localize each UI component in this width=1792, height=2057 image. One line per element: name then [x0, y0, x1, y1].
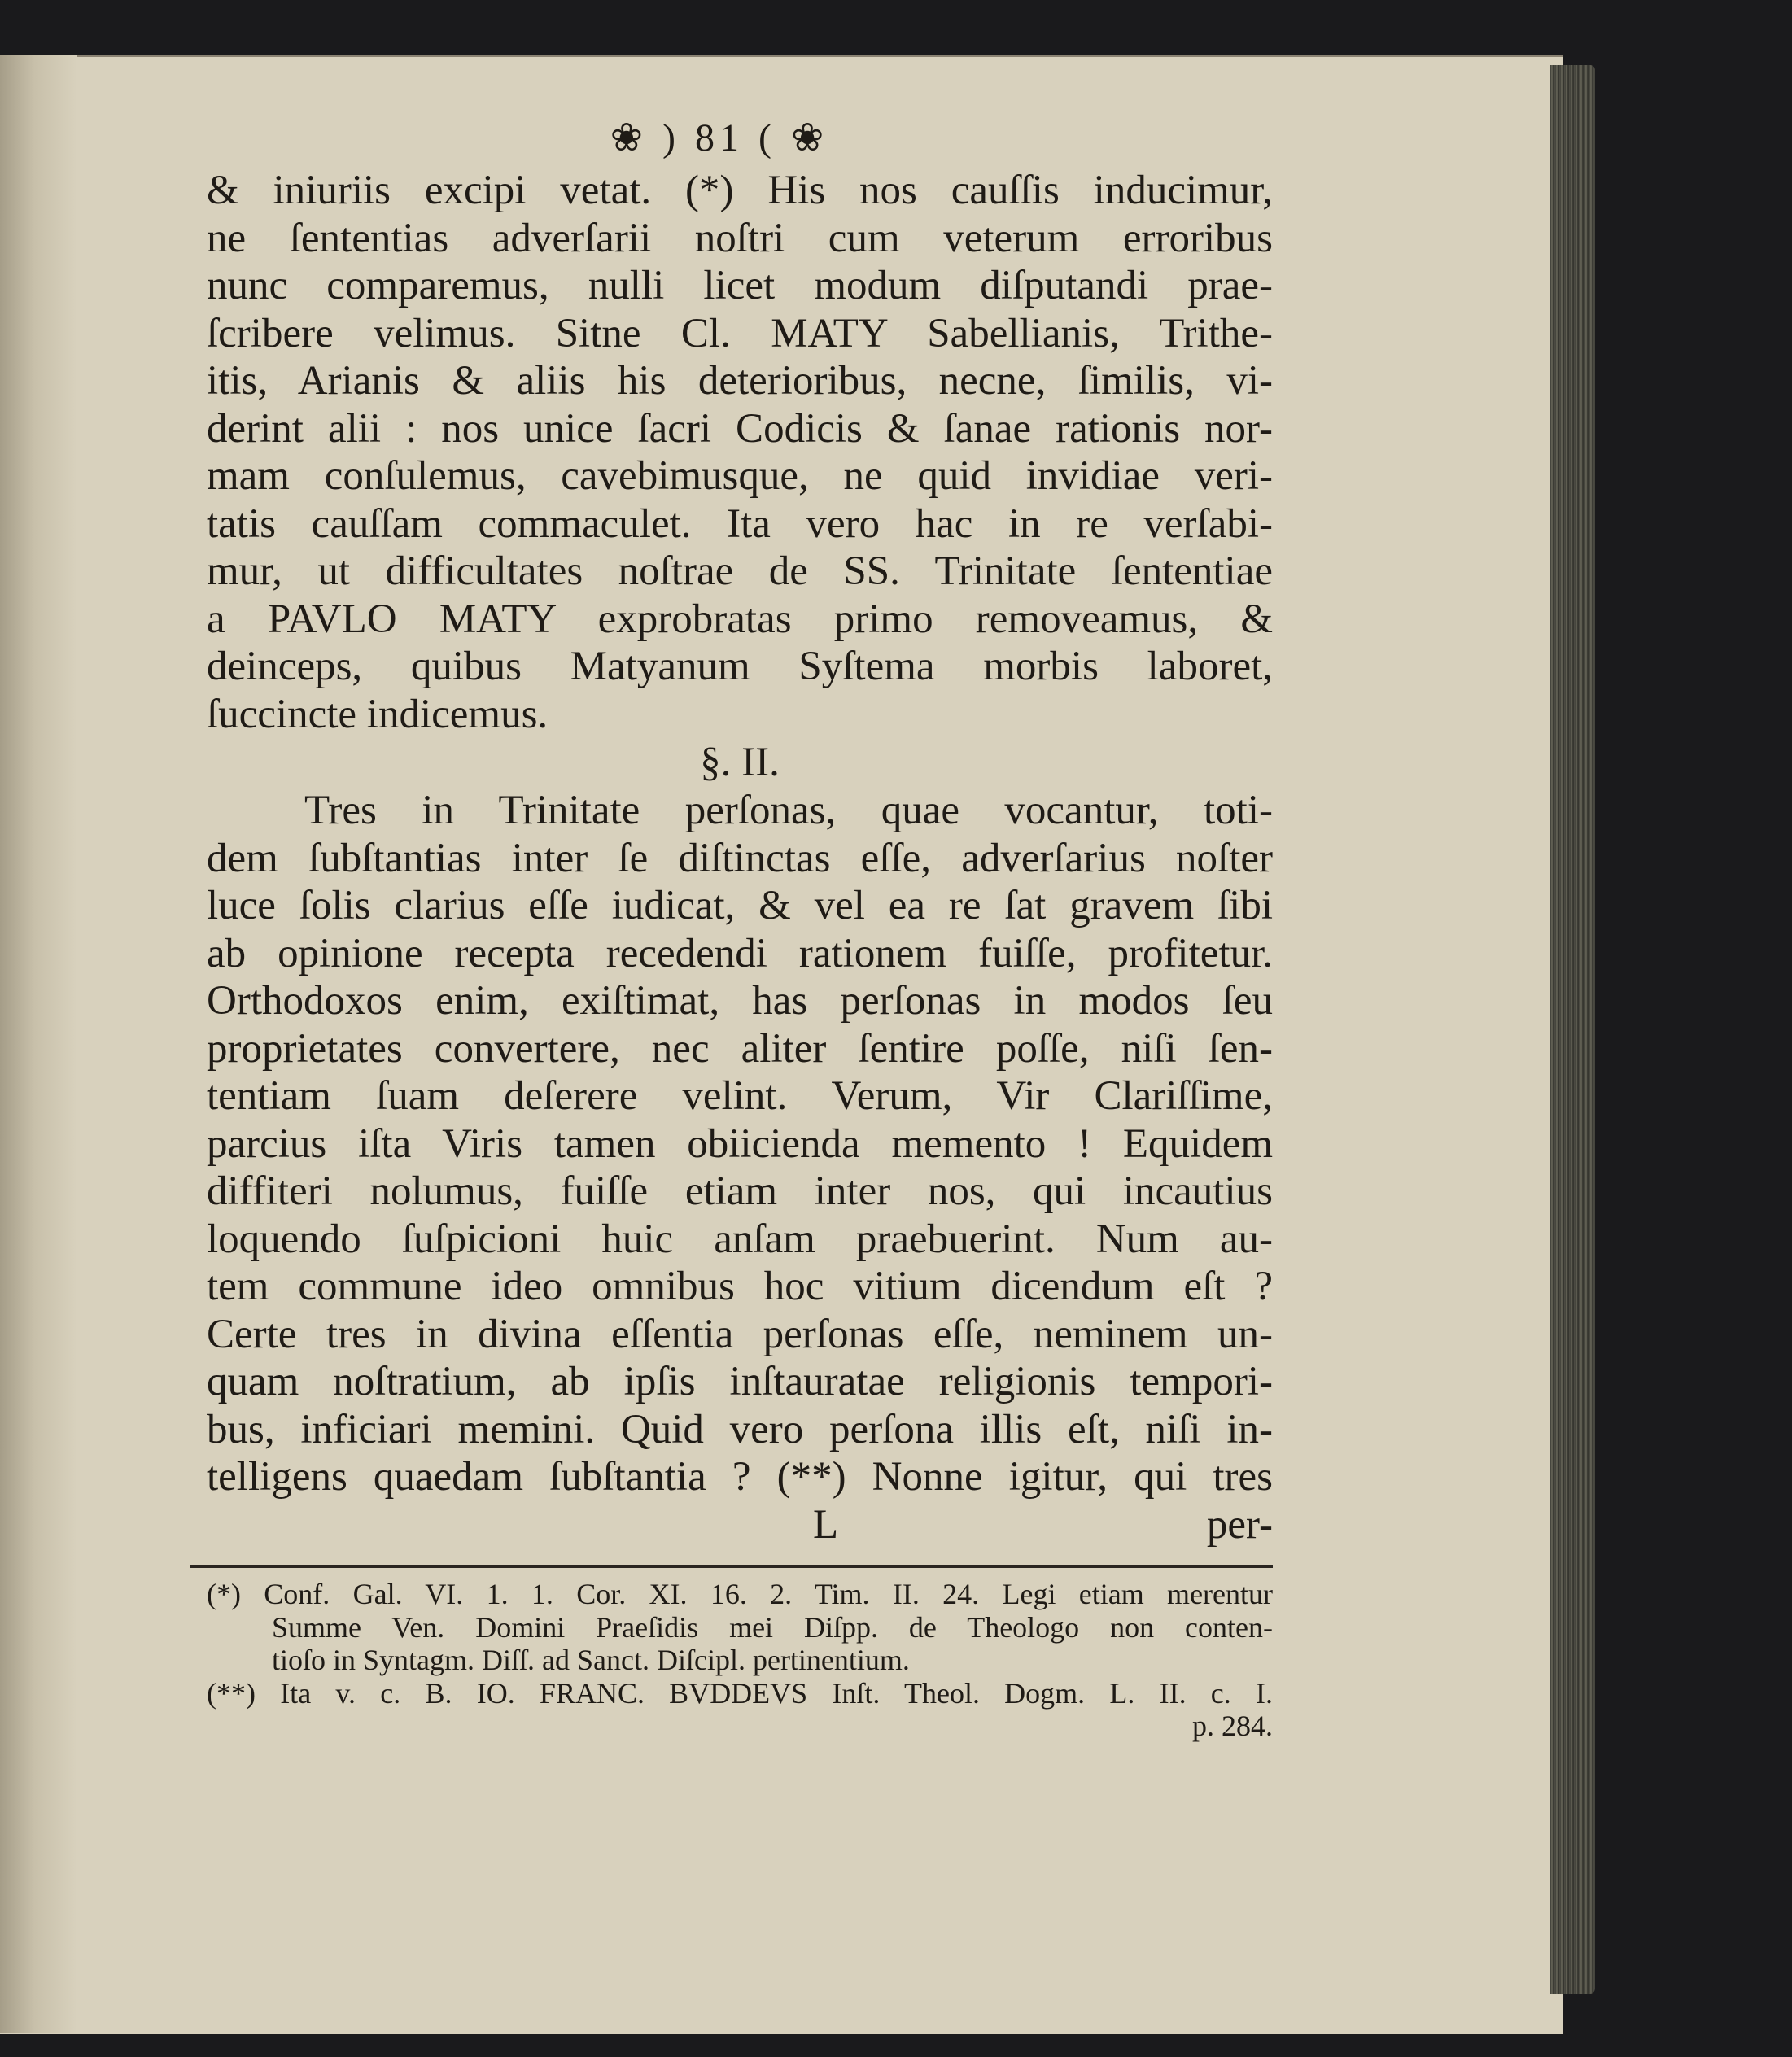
text-line: nunc comparemus, nulli licet modum diſputandi prae-	[207, 263, 1273, 308]
text-line: ſuccincte indicemus.	[207, 691, 549, 737]
catchword: per-	[1206, 1501, 1273, 1548]
page-content	[207, 110, 1273, 1743]
paragraph-2	[207, 787, 1273, 1501]
text-line: bus, inficiari memini. Quid vero perſona illis eſt, niſi in-	[207, 1406, 1273, 1452]
text-line: telligens quaedam ſubſtantia ? (**) Nonne igitur, qui tres	[207, 1454, 1273, 1500]
text-line: & iniuriis excipi vetat. (*) His nos cauſſis inducimur,	[207, 168, 1273, 213]
paragraph-1	[207, 167, 1273, 738]
text-line: deinceps, quibus Matyanum Syſtema morbis laboret,	[207, 644, 1273, 689]
text-line: Orthodoxos enim, exiſtimat, has perſonas in modos ſeu	[207, 978, 1273, 1024]
footnote-rule	[190, 1565, 1273, 1568]
text-line: luce ſolis clarius eſſe iudicat, & vel ea re ſat gravem ſibi	[207, 883, 1273, 928]
footnote-line: (**) Ita v. c. B. IO. FRANC. BVDDEVS Inſt. Theol. Dogm. L. II. c. I.	[207, 1676, 1273, 1710]
text-line: derint alii : nos unice ſacri Codicis & ſanae rationis nor-	[207, 405, 1273, 452]
text-line: ab opinione recepta recedendi rationem fuiſſe, profitetur.	[207, 930, 1273, 976]
section-heading: §. II.	[700, 740, 780, 785]
text-line: quam noſtratium, ab ipſis inſtauratae religionis tempori-	[207, 1359, 1273, 1404]
running-head: ❀ ) 81 ( ❀	[610, 116, 829, 159]
text-line: loquendo ſuſpicioni huic anſam praebuerint. Num au-	[207, 1216, 1273, 1262]
footnote-line: tioſo in Syntagm. Diſſ. ad Sanct. Diſcipl. pertinentium.	[272, 1644, 910, 1676]
text-line: mur, ut difficultates noſtrae de SS. Trinitate ſententiae	[207, 548, 1273, 594]
text-line: dem ſubſtantias inter ſe diſtinctas eſſe, adverſarius noſter	[207, 835, 1273, 881]
text-line: tentiam ſuam deſerere velint. Verum, Vir Clariſſime,	[207, 1073, 1273, 1119]
text-line: mam conſulemus, cavebimusque, ne quid invidiae veri-	[207, 453, 1273, 499]
signature-mark: L	[813, 1501, 839, 1548]
text-line: a PAVLO MATY exprobratas primo removeamus, &	[207, 596, 1273, 642]
catch-line	[207, 1501, 1273, 1549]
footnote-line: (*) Conf. Gal. VI. 1. 1. Cor. XI. 16. 2. Tim. II. 24. Legi etiam merentur	[207, 1578, 1273, 1610]
text-line: Certe tres in divina eſſentia perſonas eſſe, neminem un-	[207, 1311, 1273, 1357]
page-gutter	[0, 55, 77, 2033]
footnotes	[207, 1578, 1273, 1743]
footnote-line: p. 284.	[1192, 1710, 1273, 1742]
footnote-line: Summe Ven. Domini Praeſidis mei Diſpp. de Theologo non conten-	[272, 1610, 1273, 1644]
page-edges	[1550, 65, 1595, 1994]
text-line: parcius iſta Viris tamen obiicienda memento ! Equidem	[207, 1120, 1273, 1167]
text-line: proprietates convertere, nec aliter ſentire poſſe, niſi ſen-	[207, 1025, 1273, 1072]
text-line: tatis cauſſam commaculet. Ita vero hac in re verſabi-	[207, 500, 1273, 547]
text-line: tem commune ideo omnibus hoc vitium dicendum eſt ?	[207, 1264, 1273, 1309]
text-line: ſcribere velimus. Sitne Cl. MATY Sabellianis, Trithe-	[207, 310, 1273, 356]
text-line: Tres in Trinitate perſonas, quae vocantur, toti-	[304, 788, 1273, 833]
text-line: ne ſententias adverſarii noſtri cum veterum erroribus	[207, 215, 1273, 261]
text-line: itis, Arianis & aliis his deterioribus, necne, ſimilis, vi-	[207, 358, 1273, 404]
text-line: diffiteri nolumus, fuiſſe etiam inter nos, qui incautius	[207, 1168, 1273, 1214]
